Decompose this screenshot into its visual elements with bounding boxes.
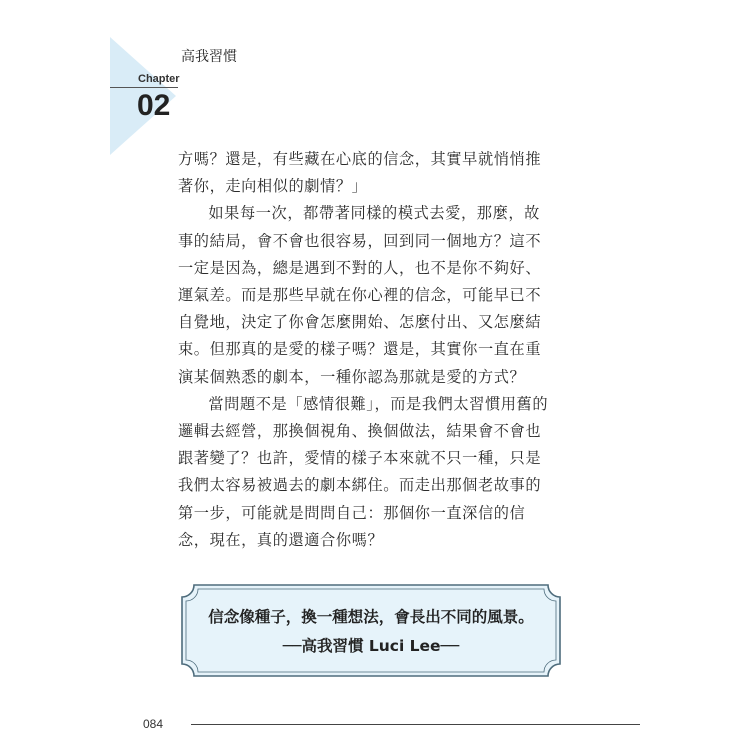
quote-attribution: ──高我習慣 Luci Lee──: [282, 637, 460, 655]
paragraph-continued: 方嗎？還是，有些藏在心底的信念，其實早就悄悄推著你，走向相似的劇情？」: [178, 150, 542, 196]
quote-frame: [180, 583, 562, 678]
body-text: [178, 146, 554, 554]
quote-box: [180, 583, 562, 678]
paragraph: 如果每一次，都帶著同樣的模式去愛，那麼，故事的結局，會不會也很容易，回到同一個地方？這不一定是因為，總是遇到不對的人，也不是你不夠好、運氣差。而是那些早就在你心裡的信念，可能早已不自覺地，決定了你會怎麼開始、怎麼付出、又怎麼結束。但那真的是愛的樣子嗎？還是，其實你一直在重演某個熟悉的劇本，一種你認為那就是愛的方式？: [178, 204, 542, 386]
page-number: 084: [143, 717, 164, 731]
chapter-label: Chapter: [138, 73, 180, 85]
quote-text: 信念像種子，換一種想法，會長出不同的風景。: [208, 608, 534, 626]
footer-divider: [191, 724, 640, 725]
running-header-title: 高我習慣: [181, 49, 237, 65]
paragraph: 當問題不是「感情很難」，而是我們太習慣用舊的邏輯去經營，那換個視角、換個做法，結果會不會也跟著變了？也許，愛情的樣子本來就不只一種，只是我們太容易被過去的劇本綁住。而走出那個老故事的第一步，可能就是問問自己：那個你一直深信的信念，現在，真的還適合你嗎？: [178, 394, 549, 549]
chapter-number: 02: [137, 89, 171, 122]
chapter-divider: [110, 87, 178, 88]
